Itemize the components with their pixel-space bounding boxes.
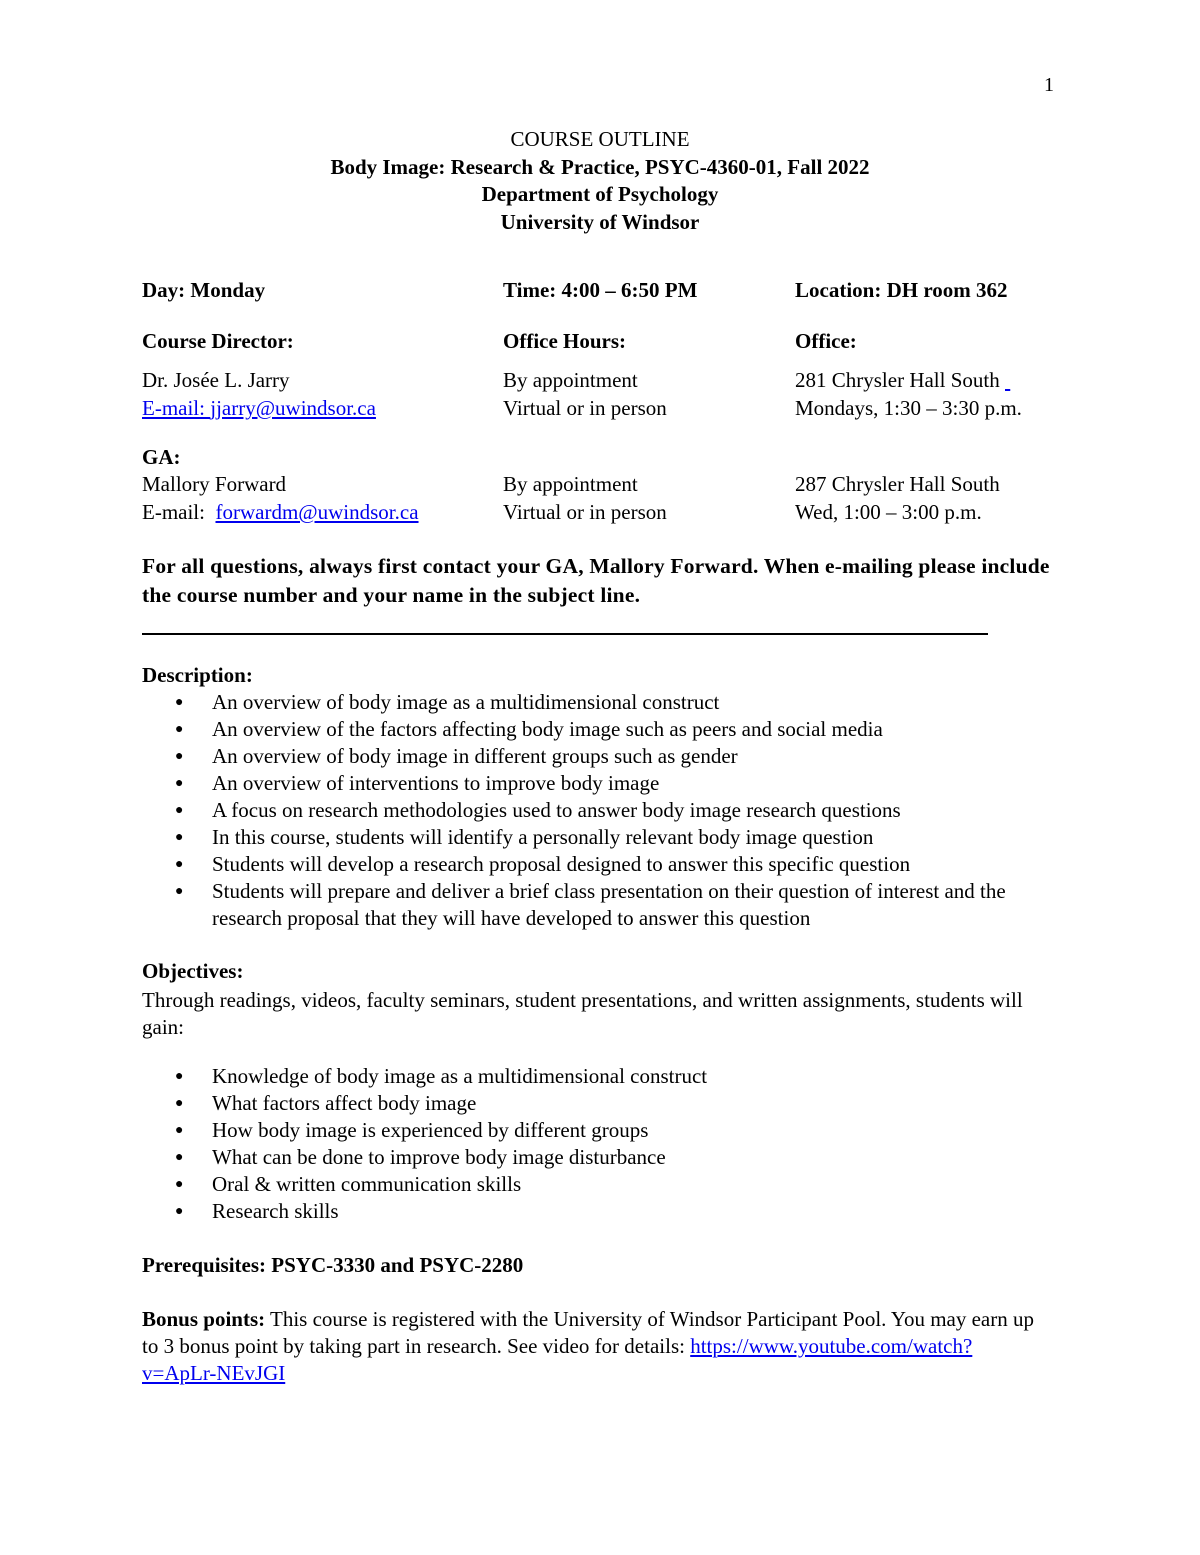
bullet-icon: ● xyxy=(175,830,184,845)
objectives-item-text: What factors affect body image xyxy=(212,1091,477,1115)
objectives-item-text: Knowledge of body image as a multidimensional construct xyxy=(212,1064,708,1088)
description-list xyxy=(142,689,1042,932)
objectives-item xyxy=(142,1144,1042,1171)
objectives-item xyxy=(142,1063,1042,1090)
university-name: University of Windsor xyxy=(500,209,700,234)
description-item xyxy=(142,770,1042,797)
bullet-icon: ● xyxy=(175,776,184,791)
description-item xyxy=(142,689,1042,716)
ga-email xyxy=(142,500,419,525)
schedule-day: Day: Monday xyxy=(142,278,266,302)
ga-email-label: E-mail: xyxy=(142,500,216,524)
description-item xyxy=(142,878,1042,932)
objectives-item xyxy=(142,1117,1042,1144)
objectives-item xyxy=(142,1090,1042,1117)
objectives-item-text: How body image is experienced by different groups xyxy=(212,1118,649,1142)
director-hours-1: By appointment xyxy=(503,368,638,392)
objectives-list xyxy=(142,1063,1042,1225)
description-item xyxy=(142,716,1042,743)
description-title: Description: xyxy=(142,663,253,687)
director-name: Dr. Josée L. Jarry xyxy=(142,368,290,392)
director-label: Course Director: xyxy=(142,329,294,353)
description-item-text: An overview of the factors affecting body image such as peers and social media xyxy=(212,717,883,741)
bullet-icon: ● xyxy=(175,884,184,899)
ga-hours-1: By appointment xyxy=(503,472,638,496)
bullet-icon: ● xyxy=(175,1069,184,1084)
prerequisites: Prerequisites: PSYC-3330 and PSYC-2280 xyxy=(142,1253,524,1277)
description-item-text: An overview of body image in different groups such as gender xyxy=(212,744,738,768)
description-item-text: A focus on research methodologies used to answer body image research questions xyxy=(212,798,901,822)
director-hours-2: Virtual or in person xyxy=(503,396,667,420)
ga-hours-2: Virtual or in person xyxy=(503,500,667,524)
bullet-icon: ● xyxy=(175,1204,184,1219)
ga-name: Mallory Forward xyxy=(142,472,287,496)
director-office-2: Mondays, 1:30 – 3:30 p.m. xyxy=(795,396,1022,420)
director-email-link[interactable]: jjarry@uwindsor.ca xyxy=(210,396,376,420)
objectives-intro: Through readings, videos, faculty seminars, student presentations, and written assignments, students will gain: xyxy=(142,988,1023,1039)
department-name: Department of Psychology xyxy=(481,182,719,206)
description-item-text: Students will develop a research proposal designed to answer this specific question xyxy=(212,852,911,876)
bullet-icon: ● xyxy=(175,749,184,764)
description-item-text: Students will prepare and deliver a brief class presentation on their question of interest and the research proposal that they will have developed to answer this question xyxy=(212,879,1006,930)
objectives-item xyxy=(142,1198,1042,1225)
objectives-item-text: Research skills xyxy=(212,1199,339,1223)
description-item-text: In this course, students will identify a personally relevant body image question xyxy=(212,825,874,849)
bullet-icon: ● xyxy=(175,803,184,818)
objectives-item-text: Oral & written communication skills xyxy=(212,1172,522,1196)
director-email-label: E-mail: xyxy=(142,396,211,420)
bonus-points xyxy=(142,1306,1042,1387)
description-item xyxy=(142,851,1042,878)
page-number: 1 xyxy=(1044,74,1054,96)
office-hours-label: Office Hours: xyxy=(503,329,627,353)
bonus-video-link[interactable]: https://www.youtube.com/watch?v=ApLr-NEvJGI xyxy=(142,1334,973,1385)
document-title: COURSE OUTLINE xyxy=(510,127,690,151)
office-label: Office: xyxy=(795,329,857,353)
horizontal-divider xyxy=(142,633,988,635)
description-item xyxy=(142,824,1042,851)
bonus-text: This course is registered with the University of Windsor Participant Pool. You may earn up to 3 bonus point by taking part in research. See video for details: xyxy=(142,1307,1034,1358)
document-header xyxy=(0,126,1200,236)
course-name: Body Image: Research & Practice, PSYC-4360-01, Fall 2022 xyxy=(330,154,870,179)
bullet-icon: ● xyxy=(175,1096,184,1111)
ga-office-1: 287 Chrysler Hall South xyxy=(795,472,1000,496)
director-office-1: 281 Chrysler Hall South xyxy=(795,368,1000,392)
description-item-text: An overview of interventions to improve body image xyxy=(212,771,660,795)
objectives-item xyxy=(142,1171,1042,1198)
ga-email-link[interactable]: forwardm@uwindsor.ca xyxy=(215,500,419,524)
objectives-title: Objectives: xyxy=(142,959,244,983)
objectives-item-text: What can be done to improve body image disturbance xyxy=(212,1145,666,1169)
bonus-label: Bonus points: xyxy=(142,1307,266,1331)
description-item xyxy=(142,743,1042,770)
bullet-icon: ● xyxy=(175,695,184,710)
bullet-icon: ● xyxy=(175,1123,184,1138)
schedule-location: Location: DH room 362 xyxy=(795,278,1008,302)
description-item-text: An overview of body image as a multidimensional construct xyxy=(212,690,720,714)
bullet-icon: ● xyxy=(175,857,184,872)
bullet-icon: ● xyxy=(175,1150,184,1165)
bullet-icon: ● xyxy=(175,1177,184,1192)
contact-notice: For all questions, always first contact your GA, Mallory Forward. When e-mailing please include the course number and your name in the subject line. xyxy=(142,554,1050,607)
ga-office-2: Wed, 1:00 – 3:00 p.m. xyxy=(795,500,982,524)
ga-label: GA: xyxy=(142,445,181,469)
director-email xyxy=(142,396,376,421)
bullet-icon: ● xyxy=(175,722,184,737)
description-item xyxy=(142,797,1042,824)
schedule-time: Time: 4:00 – 6:50 PM xyxy=(503,278,698,302)
